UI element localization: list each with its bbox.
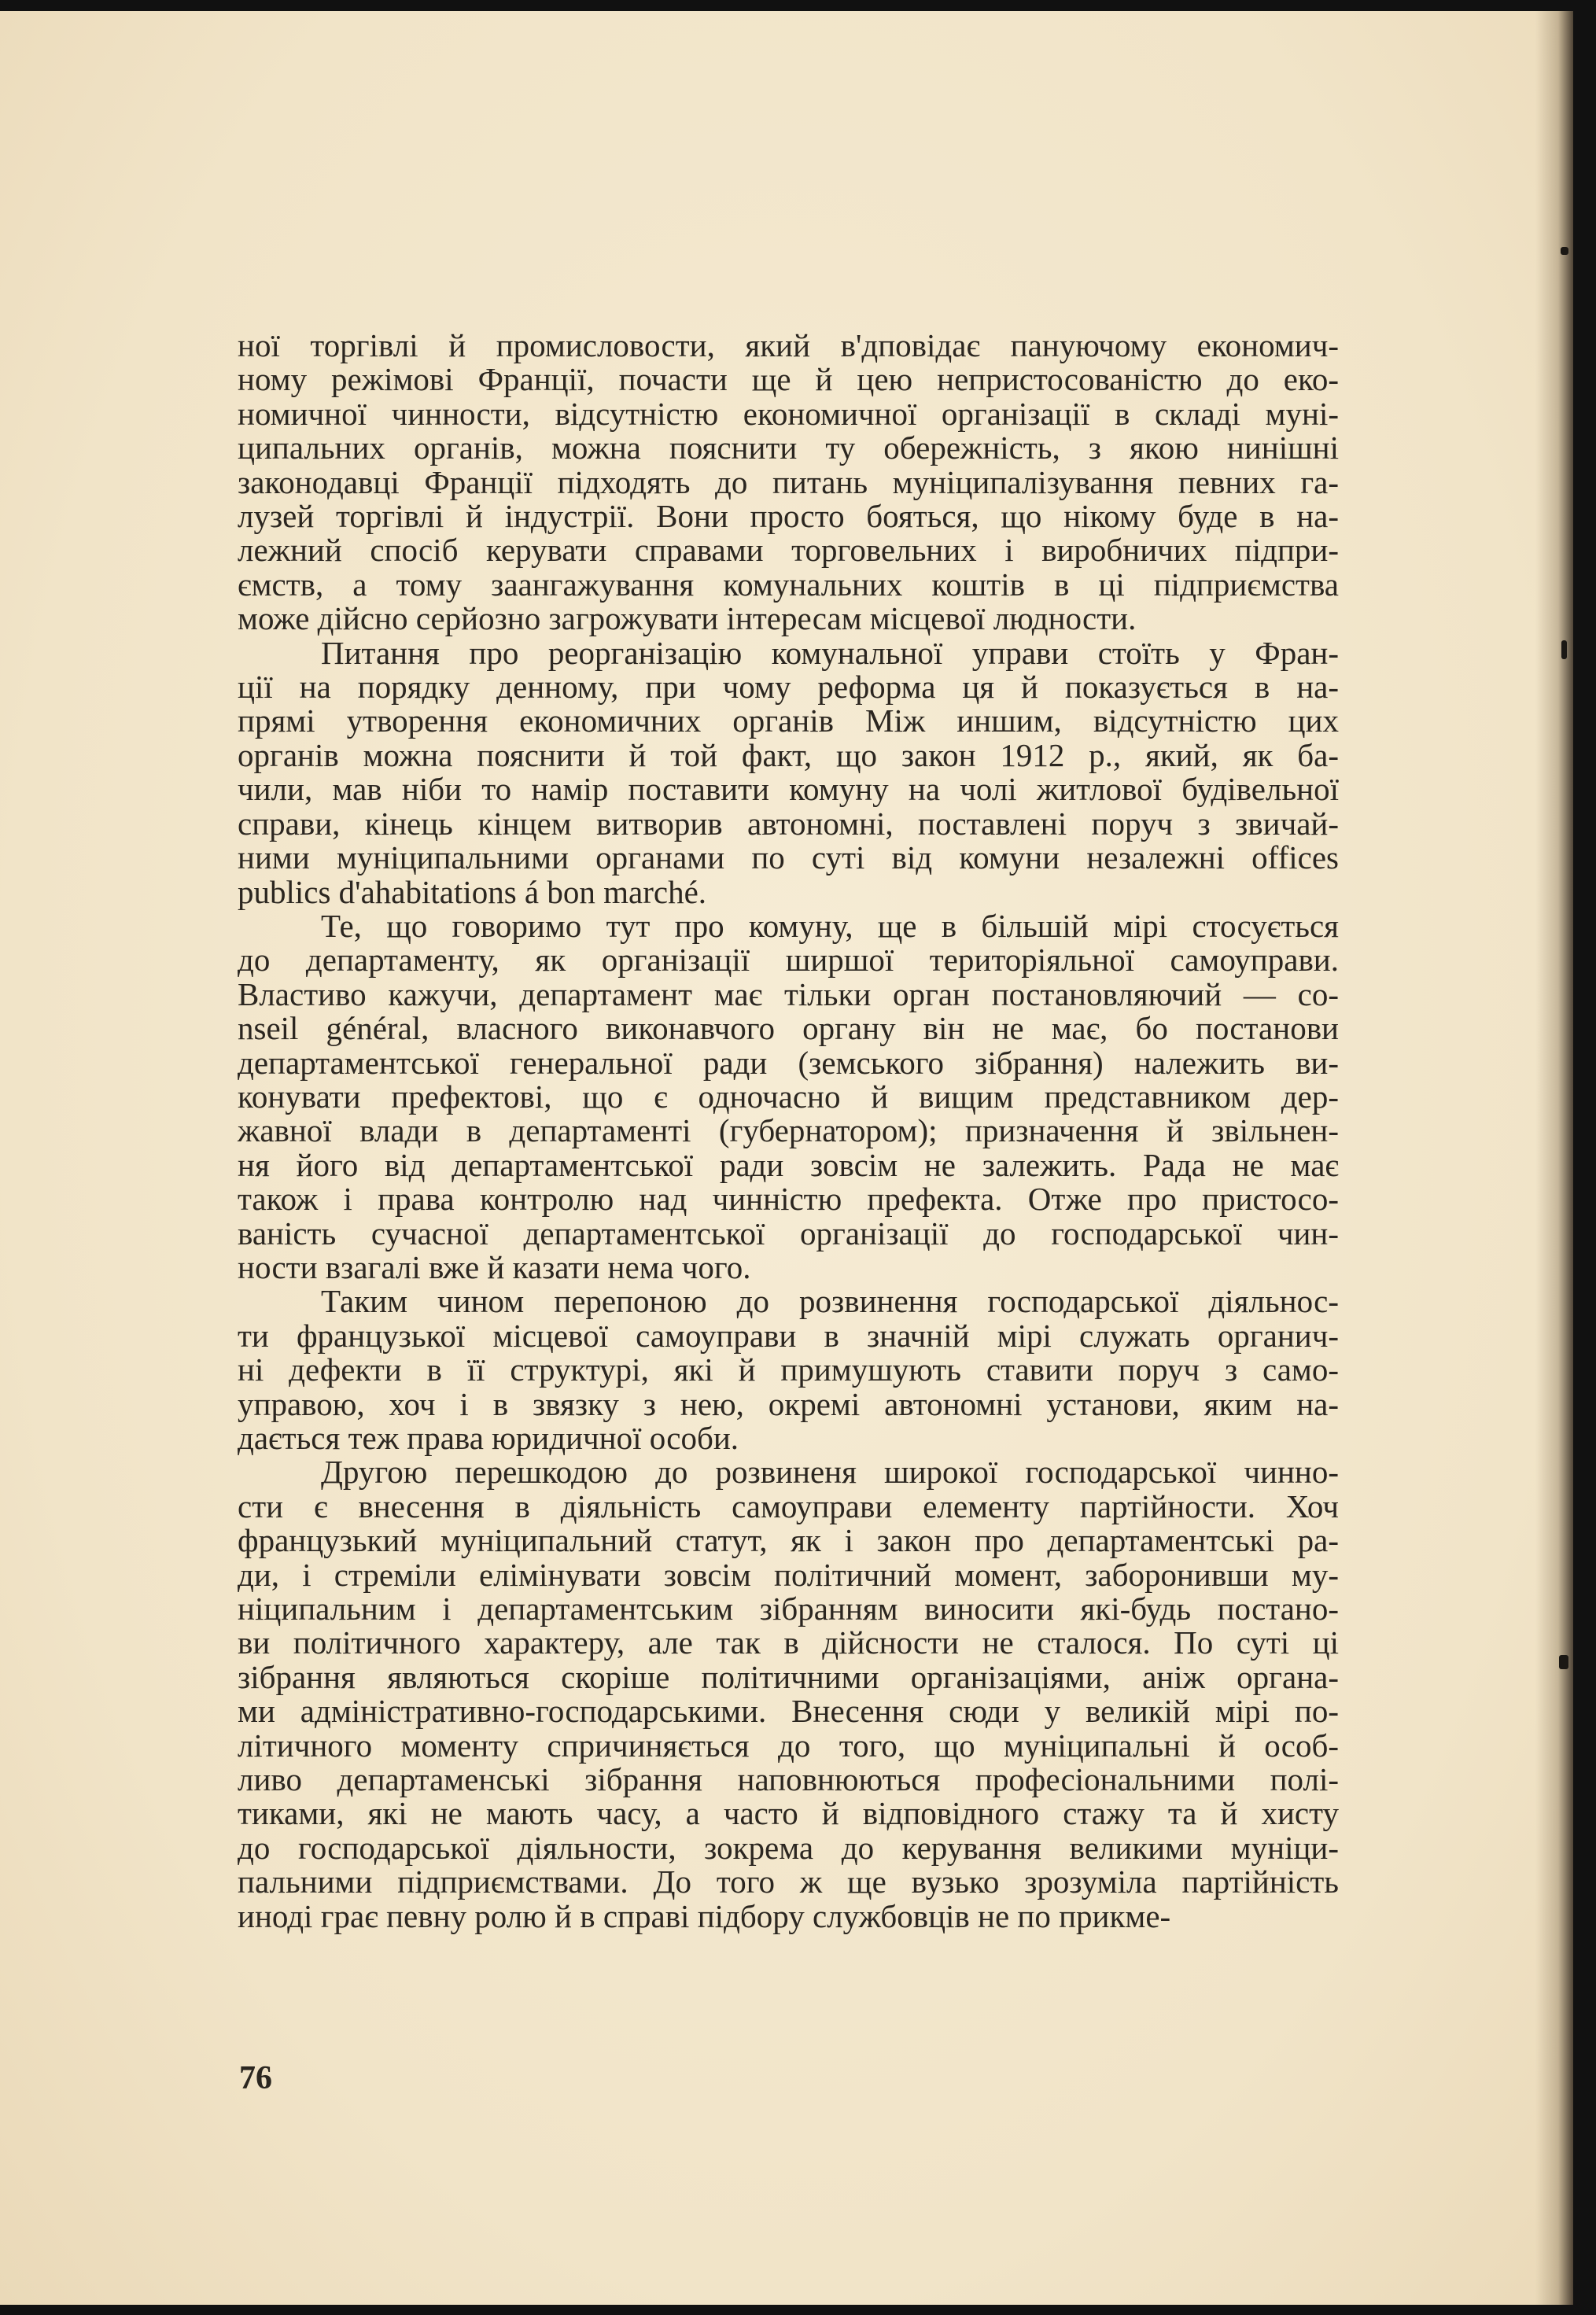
page-number: 76	[239, 2060, 272, 2096]
text-line: сти є внесення в діяльність самоуправи елементу партійности. Хоч	[238, 1487, 1339, 1524]
body-text	[238, 329, 1339, 1933]
text-line: publics d'ahabitations á bon marché.	[238, 873, 707, 910]
paragraph	[238, 636, 1339, 909]
text-line: французький муніципальний статут, як і закон про департаментські ра-	[238, 1522, 1339, 1559]
text-line: літичного моменту спричиняється до того, що муніципальні й особ-	[238, 1727, 1339, 1764]
text-line: управою, хоч і в звязку з нею, окремі автономні установи, яким на-	[238, 1385, 1339, 1422]
text-line: пальними підприємствами. До того ж ще вузько зрозуміла партійність	[238, 1863, 1339, 1900]
paragraph	[238, 1455, 1339, 1933]
text-line: иноді грає певну ролю й в справі підбору службовців не по прикме-	[238, 1897, 1171, 1934]
text-line: ними муніципальними органами по суті від комуни незалежні offices	[238, 839, 1339, 876]
text-line: ливо департаменські зібрання наповнюються професіональними полі-	[238, 1761, 1339, 1798]
text-line: також і права контролю над чинністю префекта. Отже про пристосо-	[238, 1181, 1339, 1218]
text-line: ности взагалі вже й казати нема чого.	[238, 1248, 751, 1285]
text-line: nseil général, власного виконавчого органу він не має, бо постанови	[238, 1010, 1339, 1047]
text-line: номичної чинности, відсутністю економичної організації в складі муні-	[238, 395, 1339, 432]
text-line: ципальних органів, можна пояснити ту обережність, з якою нинішні	[238, 429, 1339, 466]
text-line: ніципальним і департаментським зібранням виносити які-будь постано-	[238, 1591, 1339, 1628]
paragraph	[238, 909, 1339, 1285]
text-line: ваність сучасної департаментської організації до господарської чин-	[238, 1215, 1339, 1252]
text-line: лежний спосіб керувати справами торговельних і виробничих підпри-	[238, 532, 1339, 569]
text-line: ної торгівлі й промисловости, який в'дповідає пануючому економич-	[238, 327, 1339, 363]
text-line: жавної влади в департаменті (губернатором); призначення й звільнен-	[238, 1112, 1339, 1149]
margin-mark	[1561, 640, 1567, 659]
margin-mark	[1561, 247, 1568, 255]
text-line: тиками, які не мають часу, а часто й відповідного стажу та й хисту	[238, 1795, 1339, 1832]
page-edge-shadow	[1535, 11, 1573, 2305]
text-line: органів можна пояснити й той факт, що закон 1912 р., який, як ба-	[238, 736, 1339, 773]
text-line: може дійсно серйозно загрожувати інтересам місцевої людности.	[238, 600, 1137, 637]
text-line: ди, і стреміли елімінувати зовсім політичний момент, заборонивши му-	[238, 1556, 1339, 1593]
text-line: ції на порядку денному, при чому реформа ця й показується в на-	[238, 669, 1339, 706]
text-line: законодавці Франції підходять до питань муніципалізування певних га-	[238, 463, 1339, 500]
text-line: департаментської генеральної ради (земського зібрання) належить ви-	[238, 1044, 1339, 1081]
text-line: Другою перешкодою до розвиненя широкої господарської чинно-	[321, 1454, 1339, 1491]
text-line: ми адміністративно-господарськими. Внесення сюди у великій мірі по-	[238, 1693, 1339, 1730]
text-line: лузей торгівлі й індустрії. Вони просто бояться, що нікому буде в на-	[238, 498, 1339, 535]
text-line: дається теж права юридичної особи.	[238, 1420, 739, 1456]
paragraph	[238, 329, 1339, 636]
text-line: Питання про реорганізацію комунальної управи стоїть у Фран-	[321, 634, 1339, 671]
text-line: ному режімові Франції, почасти ще й цею непристосованістю до еко-	[238, 361, 1339, 398]
text-line: Те, що говоримо тут про комуну, ще в більшій мірі стосується	[321, 907, 1339, 944]
text-line: Властиво кажучи, департамент має тільки орган постановляючий — co-	[238, 975, 1339, 1012]
book-page	[0, 11, 1573, 2305]
text-line: зібрання являються скоріше політичними організаціями, аніж органа-	[238, 1658, 1339, 1695]
text-line: ви політичного характеру, але так в дійсности не сталося. По суті ці	[238, 1624, 1339, 1661]
text-line: ня його від департаментської ради зовсім не залежить. Рада не має	[238, 1146, 1339, 1183]
text-line: ємств, а тому заангажування комунальних коштів в ці підприємства	[238, 566, 1339, 603]
margin-mark	[1559, 1655, 1568, 1669]
text-line: ні дефекти в її структурі, які й примушують ставити поруч з само-	[238, 1351, 1339, 1388]
text-line: справи, кінець кінцем витворив автономні, поставлені поруч з звичай-	[238, 805, 1339, 842]
text-line: до департаменту, як організації ширшої територіяльної самоуправи.	[238, 942, 1339, 979]
text-line: чили, мав ніби то намір поставити комуну на чолі житлової будівельної	[238, 771, 1339, 808]
text-line: Таким чином перепоною до розвинення господарської діяльнос-	[321, 1283, 1339, 1320]
paragraph	[238, 1285, 1339, 1455]
text-line: до господарської діяльности, зокрема до керування великими муніци-	[238, 1829, 1339, 1866]
text-line: конувати префектові, що є одночасно й вищим представником дер-	[238, 1078, 1339, 1115]
text-line: прямі утворення економичних органів Між иншим, відсутністю цих	[238, 702, 1339, 739]
text-line: ти французької місцевої самоуправи в значній мірі служать органич-	[238, 1317, 1339, 1354]
